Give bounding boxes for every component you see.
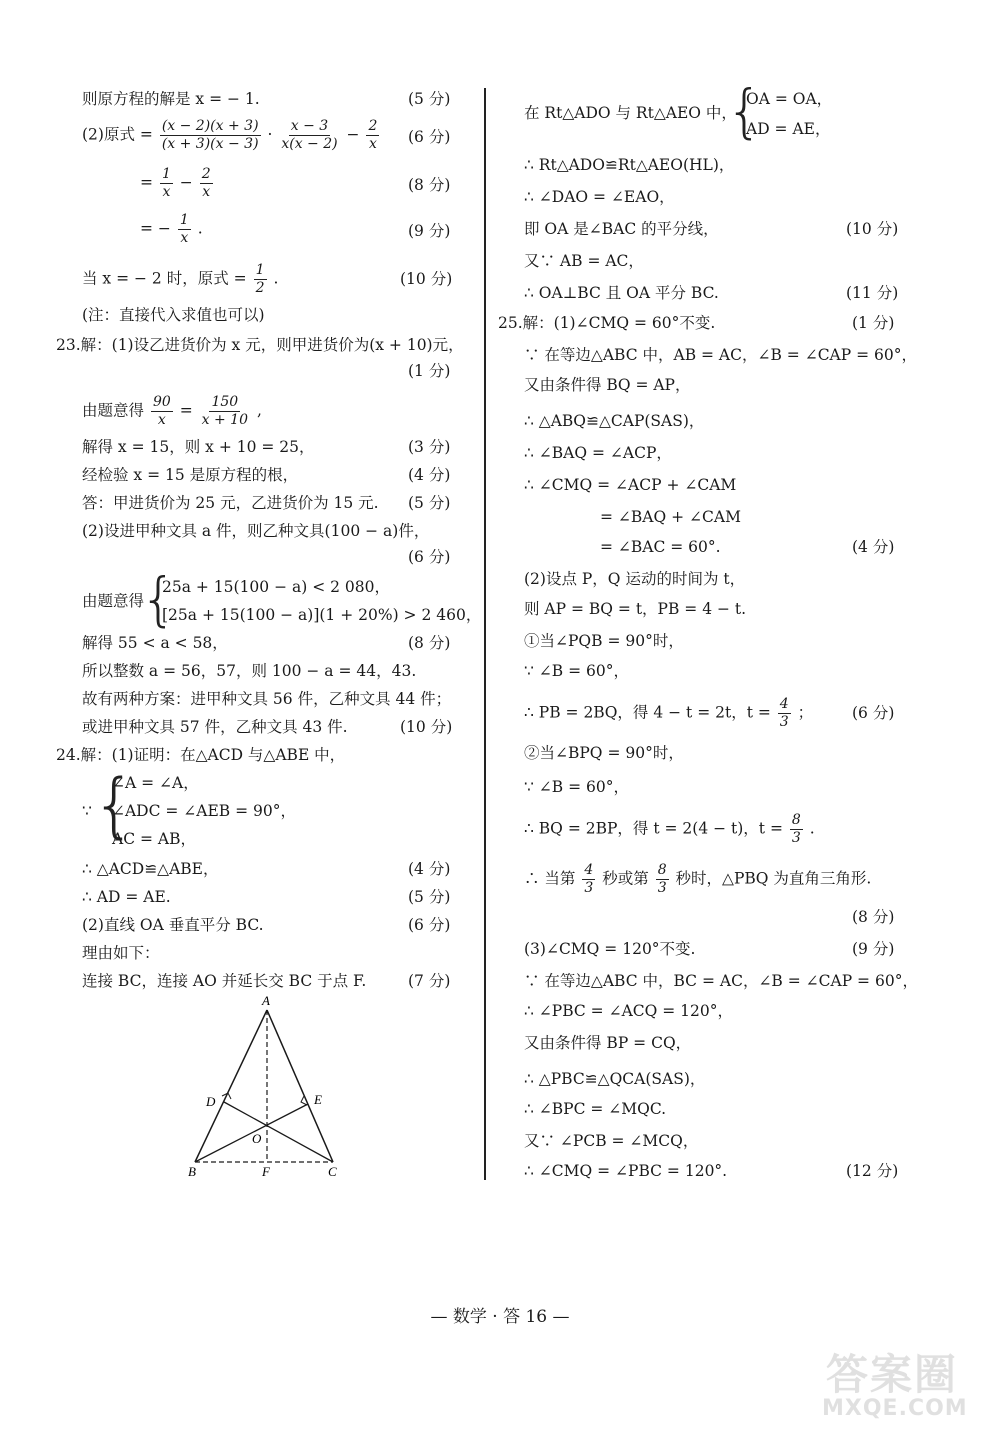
text-line: ∴ ∠BPC = ∠MQC.	[524, 1100, 667, 1118]
numerator: x − 3	[290, 118, 329, 134]
text-line: 连接 BC，连接 AO 并延长交 BC 于点 F.	[82, 972, 367, 990]
label-D: D	[206, 1094, 216, 1109]
score: (11 分)	[846, 284, 899, 302]
text-line: ∵ ∠B = 60°，	[524, 778, 629, 796]
fraction	[279, 118, 339, 153]
text-line: 解得 x = 15，则 x + 10 = 25，	[82, 438, 315, 456]
text-line: 解得 55 < a < 58，	[82, 634, 228, 652]
text: ∴ BQ = 2BP，得 t = 2(4 − t)，t =	[524, 819, 783, 838]
watermark-logo: 答案圈	[826, 1350, 959, 1399]
equation-line: AD = AE，	[746, 120, 831, 138]
score: (9 分)	[408, 222, 451, 240]
text: 当 x = − 2 时，原式 =	[82, 269, 247, 288]
triangle-figure	[180, 990, 360, 1180]
equation-line: 25a + 15(100 − a) < 2 080，	[162, 578, 391, 596]
text-line: ②当∠BPQ = 90°时，	[524, 744, 684, 762]
left-brace: {	[726, 77, 763, 145]
text-line: 25.解：(1)∠CMQ = 60°不变.	[498, 314, 716, 332]
equation-line: ∠A = ∠A，	[112, 774, 199, 792]
text-line: ①当∠PQB = 90°时，	[524, 632, 684, 650]
text-line: ∴ ∠CMQ = ∠PBC = 120°.	[524, 1162, 728, 1180]
label-C: C	[328, 1164, 337, 1179]
left-brace: {	[92, 764, 137, 846]
fraction	[656, 862, 669, 897]
equation-line: OA = OA，	[746, 90, 833, 108]
label-O: O	[252, 1131, 262, 1146]
numerator: 2	[201, 166, 211, 182]
text-line: 由题意得	[82, 592, 145, 610]
numerator: 2	[368, 118, 378, 134]
denominator: x	[180, 230, 189, 246]
formula-line	[140, 212, 203, 247]
formula-line	[524, 862, 871, 897]
formula-line	[524, 812, 815, 847]
text-line: 或进甲种文具 57 件，乙种文具 43 件.	[82, 718, 348, 736]
fraction	[582, 862, 595, 897]
text: =	[140, 173, 153, 192]
score: (8 分)	[852, 908, 895, 926]
fraction	[254, 262, 267, 297]
formula-line	[82, 262, 278, 297]
text: (2)原式 =	[82, 125, 153, 144]
text-line: ∴ △ABQ≌△CAP(SAS)，	[524, 412, 705, 430]
fraction	[160, 118, 261, 153]
text-line: 在 Rt△ADO 与 Rt△AEO 中，	[524, 104, 737, 122]
text-line: ∴ ∠PBC = ∠ACQ = 120°，	[524, 1002, 734, 1020]
text-line: 即 OA 是∠BAC 的平分线，	[524, 220, 719, 238]
fraction	[778, 696, 791, 731]
label-F: F	[262, 1164, 270, 1179]
text-line: ∴ ∠BAQ = ∠ACP，	[524, 444, 672, 462]
denominator: 2	[255, 280, 265, 296]
fraction	[160, 166, 173, 201]
denominator: x	[368, 136, 377, 152]
denominator: x + 10	[201, 412, 248, 428]
text-line: (3)∠CMQ = 120°不变.	[524, 940, 696, 958]
text: −	[179, 173, 193, 192]
page-footer: — 数学 · 答 16 —	[430, 1307, 570, 1327]
label-A: A	[262, 993, 270, 1008]
numerator: 8	[791, 812, 801, 828]
text-line: 又由条件得 BQ = AP，	[524, 376, 691, 394]
score: (3 分)	[408, 438, 451, 456]
score: (7 分)	[408, 972, 451, 990]
denominator: 3	[791, 830, 801, 846]
score: (6 分)	[408, 128, 451, 146]
formula-line	[140, 166, 215, 201]
left-brace: {	[140, 565, 177, 633]
text-line: 则 AP = BQ = t，PB = 4 − t.	[524, 600, 747, 618]
text-line: (2)设点 P，Q 运动的时间为 t，	[524, 570, 746, 588]
numerator: 4	[779, 696, 789, 712]
score: (10 分)	[846, 220, 899, 238]
numerator: 150	[211, 394, 239, 410]
text-line: = ∠BAQ + ∠CAM	[600, 508, 741, 526]
text-line: ∴ Rt△ADO≌Rt△AEO(HL)，	[524, 156, 735, 174]
fraction	[200, 394, 250, 429]
text-line: 理由如下：	[82, 944, 160, 962]
fraction	[178, 212, 191, 247]
label-B: B	[188, 1164, 196, 1179]
text-line: ∴ AD = AE.	[82, 888, 171, 906]
text-line: 故有两种方案：进甲种文具 56 件，乙种文具 44 件；	[82, 690, 452, 708]
denominator: (x + 3)(x − 3)	[161, 136, 259, 152]
numerator: 1	[179, 212, 189, 228]
fraction	[200, 166, 213, 201]
text-line: 又由条件得 BP = CQ，	[524, 1034, 692, 1052]
numerator: 1	[255, 262, 265, 278]
text: −	[346, 125, 360, 144]
denominator: x	[202, 184, 211, 200]
text: =	[179, 401, 193, 420]
text-line: 又∵ ∠PCB = ∠MCQ，	[524, 1132, 699, 1150]
side-AC	[267, 1010, 333, 1162]
text-line: (注：直接代入求值也可以)	[82, 306, 265, 324]
text: .	[273, 269, 279, 288]
text-line: 所以整数 a = 56，57，则 100 − a = 44，43.	[82, 662, 417, 680]
segment-CD	[224, 1102, 333, 1162]
text-line: ∴ ∠DAO = ∠EAO，	[524, 188, 675, 206]
text-line: 经检验 x = 15 是原方程的根，	[82, 466, 299, 484]
text-line: = ∠BAC = 60°.	[600, 538, 721, 556]
equation-line: AC = AB，	[112, 830, 196, 848]
score: (5 分)	[408, 888, 451, 906]
text: ∴ PB = 2BQ，得 4 − t = 2t，t =	[524, 703, 771, 722]
score: (6 分)	[852, 704, 895, 722]
text-line: (2)直线 OA 垂直平分 BC.	[82, 916, 264, 934]
numerator: 90	[152, 394, 171, 410]
watermark-url: MXQE.COM	[822, 1396, 968, 1421]
score: (9 分)	[852, 940, 895, 958]
denominator: 3	[584, 880, 594, 896]
score: (1 分)	[408, 362, 451, 380]
numerator: (x − 2)(x + 3)	[161, 118, 259, 134]
score: (10 分)	[400, 270, 453, 288]
text-line: ∴ ∠CMQ = ∠ACP + ∠CAM	[524, 476, 737, 494]
text: .	[197, 219, 203, 238]
text: 秒时，△PBQ 为直角三角形.	[675, 869, 872, 888]
denominator: x	[157, 412, 166, 428]
denominator: 3	[657, 880, 667, 896]
fraction	[790, 812, 803, 847]
formula-line	[524, 696, 813, 731]
text-line: ∵ 在等边△ABC 中，BC = AC，∠B = ∠CAP = 60°，	[524, 972, 918, 990]
text-line: 答：甲进货价为 25 元，乙进货价为 15 元.	[82, 494, 379, 512]
text: = −	[140, 219, 171, 238]
score: (6 分)	[408, 548, 451, 566]
because-symbol: ∵	[82, 802, 92, 820]
denominator: x	[162, 184, 171, 200]
text-line: 24.解：(1)证明：在△ACD 与△ABE 中，	[56, 746, 346, 764]
text-line: (2)设进甲种文具 a 件，则乙种文具(100 − a)件，	[82, 522, 430, 540]
text: 秒或第	[602, 869, 649, 888]
score: (10 分)	[400, 718, 453, 736]
score: (8 分)	[408, 176, 451, 194]
score: (5 分)	[408, 494, 451, 512]
column-divider	[484, 88, 486, 1180]
denominator: 3	[779, 714, 789, 730]
text: .	[809, 819, 815, 838]
text-line: 23.解：(1)设乙进货价为 x 元，则甲进货价为(x + 10)元，	[56, 336, 464, 354]
score: (4 分)	[852, 538, 895, 556]
score: (4 分)	[408, 466, 451, 484]
text-line: ∵ 在等边△ABC 中，AB = AC，∠B = ∠CAP = 60°，	[524, 346, 917, 364]
fraction	[366, 118, 379, 153]
score: (6 分)	[408, 916, 451, 934]
text: ∴ 当第	[524, 869, 576, 888]
text-line: 又∵ AB = AC，	[524, 252, 644, 270]
score: (1 分)	[852, 314, 895, 332]
score: (5 分)	[408, 90, 451, 108]
text-line: 则原方程的解是 x = − 1.	[82, 90, 260, 108]
text-line: ∴ △PBC≌△QCA(SAS)，	[524, 1070, 706, 1088]
equation-line: ∠ADC = ∠AEB = 90°，	[112, 802, 297, 820]
text: ·	[267, 125, 273, 144]
score: (8 分)	[408, 634, 451, 652]
text: 由题意得	[82, 401, 145, 420]
text-line: ∴ OA⊥BC 且 OA 平分 BC.	[524, 284, 719, 302]
fraction	[151, 394, 173, 429]
text-line: ∵ ∠B = 60°，	[524, 662, 629, 680]
text-line: ∴ △ACD≌△ABE，	[82, 860, 219, 878]
numerator: 1	[161, 166, 171, 182]
equation-line: [25a + 15(100 − a)](1 + 20%) > 2 460，	[162, 606, 482, 624]
formula-line	[82, 118, 381, 153]
score: (4 分)	[408, 860, 451, 878]
formula-line	[82, 394, 262, 429]
text: ,	[256, 401, 262, 420]
denominator: x(x − 2)	[281, 136, 338, 152]
label-E: E	[314, 1092, 322, 1107]
numerator: 4	[584, 862, 594, 878]
score: (12 分)	[846, 1162, 899, 1180]
text: ；	[797, 703, 814, 722]
numerator: 8	[657, 862, 667, 878]
